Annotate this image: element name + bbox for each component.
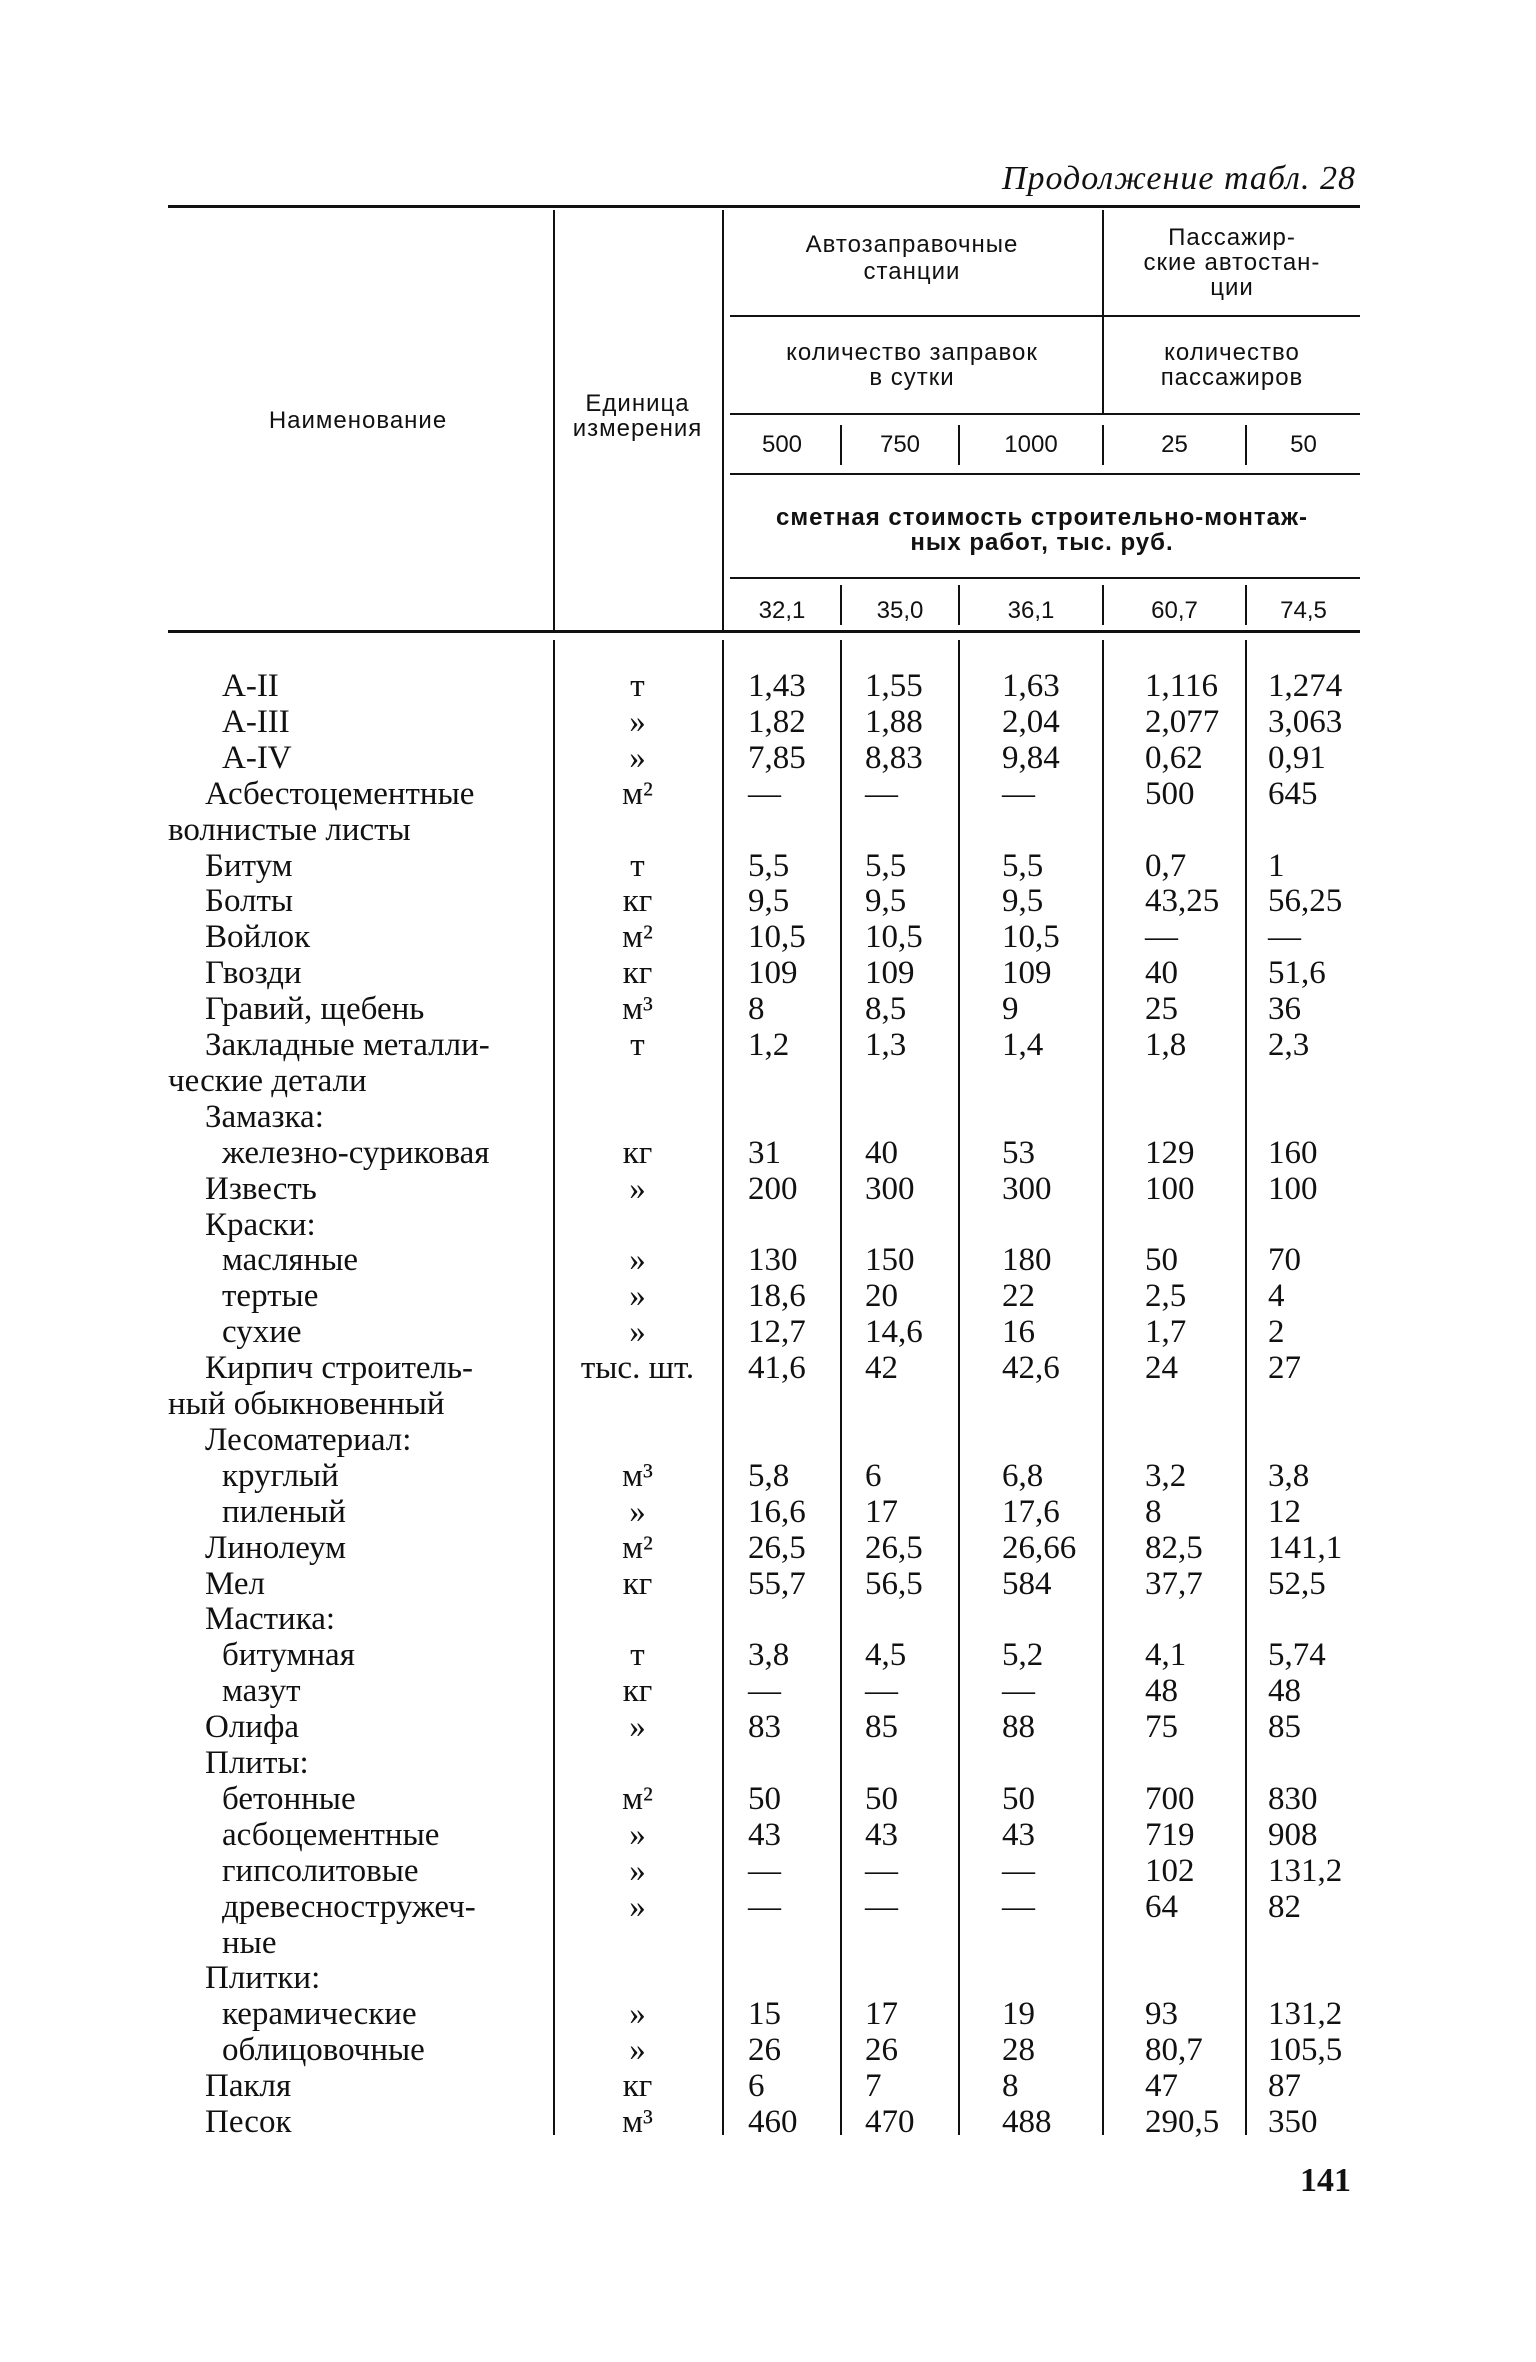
row-unit: » xyxy=(629,1314,646,1351)
table-row xyxy=(0,1242,1536,1278)
row-value-5: 70 xyxy=(1268,1242,1301,1279)
row-value-4: 290,5 xyxy=(1145,2104,1220,2140)
row-value-2: 1,55 xyxy=(865,668,923,704)
row-value-5: 0,91 xyxy=(1268,739,1326,776)
row-value-3: — xyxy=(1002,1852,1035,1889)
row-value-5: 52,5 xyxy=(1268,1565,1326,1602)
table-row xyxy=(0,1960,1536,1996)
row-value-5: 645 xyxy=(1268,775,1318,812)
row-value-4: 0,7 xyxy=(1145,847,1187,884)
row-name: Плитки: xyxy=(205,1960,321,1997)
table-row xyxy=(0,1278,1536,1314)
row-value-2: 56,5 xyxy=(865,1565,923,1602)
row-name: ческие детали xyxy=(168,1062,367,1099)
table-row xyxy=(0,812,1536,848)
row-value-3: 50 xyxy=(1002,1780,1035,1817)
table-caption: Продолжение табл. 28 xyxy=(1001,160,1356,197)
row-name: Олифа xyxy=(205,1709,299,1746)
row-unit: » xyxy=(629,1852,646,1889)
row-value-1: 16,6 xyxy=(748,1493,806,1530)
row-value-3: 19 xyxy=(1002,1996,1035,2033)
header-unit-1: Единица xyxy=(585,390,690,417)
row-name: Болты xyxy=(205,883,294,920)
row-value-1: — xyxy=(748,1673,781,1710)
table-row xyxy=(0,1889,1536,1925)
header-group1-1: Автозаправочные xyxy=(805,231,1019,258)
row-value-2: — xyxy=(865,1673,898,1710)
row-unit: м³ xyxy=(622,2104,653,2140)
row-value-5: 105,5 xyxy=(1268,2032,1343,2069)
table-row xyxy=(0,1063,1536,1099)
row-value-2: — xyxy=(865,1888,898,1925)
row-value-2: 1,3 xyxy=(865,1027,907,1063)
row-name: пиленый xyxy=(222,1493,346,1530)
row-value-1: 18,6 xyxy=(748,1278,806,1315)
row-value-1: 26,5 xyxy=(748,1529,806,1566)
row-name: сухие xyxy=(222,1314,302,1351)
row-value-2: 26 xyxy=(865,2032,898,2069)
row-value-1: 50 xyxy=(748,1780,781,1817)
row-name: Краски: xyxy=(205,1206,316,1243)
row-unit: » xyxy=(629,1278,646,1315)
row-value-3: 300 xyxy=(1002,1170,1052,1207)
table-row xyxy=(0,1350,1536,1386)
table-row xyxy=(0,991,1536,1027)
row-value-1: 200 xyxy=(748,1170,798,1207)
row-value-1: — xyxy=(748,775,781,812)
row-value-2: 8,5 xyxy=(865,991,907,1028)
row-value-3: 9,84 xyxy=(1002,739,1060,776)
row-name: керамические xyxy=(222,1996,417,2033)
row-value-5: 131,2 xyxy=(1268,1852,1343,1889)
row-value-3: 584 xyxy=(1002,1565,1052,1602)
row-name: асбоцементные xyxy=(222,1816,440,1853)
row-value-1: 9,5 xyxy=(748,883,790,920)
header-sub2-1: количество xyxy=(1164,339,1300,366)
row-value-5: 82 xyxy=(1268,1888,1301,1925)
row-unit: » xyxy=(629,2032,646,2069)
row-value-3: 42,6 xyxy=(1002,1350,1060,1387)
row-value-2: 6 xyxy=(865,1457,882,1494)
row-value-4: 80,7 xyxy=(1145,2032,1203,2069)
table-row xyxy=(0,1207,1536,1243)
row-name: Гравий, щебень xyxy=(205,991,425,1028)
row-unit: » xyxy=(629,739,646,776)
table-row xyxy=(0,668,1536,704)
row-name: бетонные xyxy=(222,1780,356,1817)
row-name: Мел xyxy=(205,1565,266,1602)
row-value-3: — xyxy=(1002,775,1035,812)
table-row xyxy=(0,776,1536,812)
row-value-3: 28 xyxy=(1002,2032,1035,2069)
row-value-3: 53 xyxy=(1002,1134,1035,1171)
row-name: древесностружеч- xyxy=(222,1888,476,1925)
row-name: Линолеум xyxy=(205,1529,347,1566)
row-name: Битум xyxy=(205,847,293,884)
row-name: Известь xyxy=(205,1170,317,1207)
cost-2: 35,0 xyxy=(876,597,924,624)
table-row xyxy=(0,740,1536,776)
row-unit: кг xyxy=(622,955,653,992)
table-row xyxy=(0,1781,1536,1817)
row-value-4: 1,7 xyxy=(1145,1314,1187,1351)
capacity-25: 25 xyxy=(1161,431,1188,458)
row-name: гипсолитовые xyxy=(222,1852,419,1889)
row-value-1: 6 xyxy=(748,2068,765,2105)
row-name: Замазка: xyxy=(205,1098,324,1135)
table-row xyxy=(0,1386,1536,1422)
row-value-5: 2,3 xyxy=(1268,1027,1310,1063)
row-value-1: 1,2 xyxy=(748,1027,790,1063)
table-row xyxy=(0,955,1536,991)
row-value-1: 460 xyxy=(748,2104,798,2140)
row-value-1: — xyxy=(748,1888,781,1925)
row-unit: м³ xyxy=(622,991,653,1028)
row-unit: кг xyxy=(622,1565,653,1602)
capacity-750: 750 xyxy=(879,431,921,458)
row-value-1: 5,8 xyxy=(748,1457,790,1494)
row-value-4: 24 xyxy=(1145,1350,1178,1387)
header-group1-2: станции xyxy=(863,258,961,285)
row-value-2: 1,88 xyxy=(865,703,923,740)
page-number: 141 xyxy=(1300,2162,1351,2199)
row-value-5: 160 xyxy=(1268,1134,1318,1171)
row-value-4: 1,8 xyxy=(1145,1027,1187,1063)
row-value-4: 50 xyxy=(1145,1242,1178,1279)
row-name: А-III xyxy=(222,703,290,740)
row-value-5: 908 xyxy=(1268,1816,1318,1853)
capacity-50: 50 xyxy=(1290,431,1317,458)
row-value-2: 85 xyxy=(865,1709,898,1746)
table-row xyxy=(0,1135,1536,1171)
row-value-1: 12,7 xyxy=(748,1314,806,1351)
header-sub2-2: пассажиров xyxy=(1160,364,1304,391)
row-value-3: 10,5 xyxy=(1002,919,1060,956)
row-value-4: 82,5 xyxy=(1145,1529,1203,1566)
row-name: Кирпич строитель- xyxy=(205,1350,474,1387)
row-value-4: — xyxy=(1145,919,1178,956)
row-value-2: 109 xyxy=(865,955,915,992)
row-value-4: 2,077 xyxy=(1145,703,1220,740)
row-name: Войлок xyxy=(205,919,311,956)
table-row xyxy=(0,1027,1536,1063)
row-value-3: 26,66 xyxy=(1002,1529,1077,1566)
row-value-3: 43 xyxy=(1002,1816,1035,1853)
row-value-3: 22 xyxy=(1002,1278,1035,1315)
row-value-4: 37,7 xyxy=(1145,1565,1203,1602)
row-name: облицовочные xyxy=(222,2032,425,2069)
row-value-3: 5,2 xyxy=(1002,1637,1044,1674)
table-row xyxy=(0,1817,1536,1853)
row-value-5: 3,063 xyxy=(1268,703,1343,740)
row-value-2: 42 xyxy=(865,1350,898,1387)
table-row xyxy=(0,2032,1536,2068)
row-value-3: 488 xyxy=(1002,2104,1052,2140)
row-value-5: — xyxy=(1268,919,1301,956)
row-unit: м² xyxy=(622,775,653,812)
row-value-2: 17 xyxy=(865,1493,898,1530)
row-value-2: 300 xyxy=(865,1170,915,1207)
row-name: ный обыкновенный xyxy=(168,1386,445,1422)
row-unit: тыс. шт. xyxy=(580,1350,695,1387)
row-value-2: — xyxy=(865,1852,898,1889)
row-value-4: 64 xyxy=(1145,1888,1178,1925)
row-value-4: 40 xyxy=(1145,955,1178,992)
row-name: А-II xyxy=(222,668,279,704)
row-value-2: 8,83 xyxy=(865,739,923,776)
row-name: битумная xyxy=(222,1637,355,1674)
row-value-5: 1 xyxy=(1268,847,1285,884)
row-value-3: 16 xyxy=(1002,1314,1035,1351)
row-value-2: 9,5 xyxy=(865,883,907,920)
row-value-5: 141,1 xyxy=(1268,1529,1343,1566)
table-row xyxy=(0,1673,1536,1709)
row-value-4: 100 xyxy=(1145,1170,1195,1207)
row-value-2: 10,5 xyxy=(865,919,923,956)
row-value-5: 1,274 xyxy=(1268,668,1343,704)
row-value-1: 43 xyxy=(748,1816,781,1853)
row-value-5: 51,6 xyxy=(1268,955,1326,992)
row-value-2: 5,5 xyxy=(865,847,907,884)
row-value-2: 17 xyxy=(865,1996,898,2033)
row-value-3: 9 xyxy=(1002,991,1019,1028)
row-value-3: 88 xyxy=(1002,1709,1035,1746)
row-name: тертые xyxy=(222,1278,319,1315)
capacity-1000: 1000 xyxy=(1004,431,1058,458)
row-value-1: 1,43 xyxy=(748,668,806,704)
row-unit: т xyxy=(630,1027,645,1063)
header-unit-2: измерения xyxy=(572,415,703,442)
table-row xyxy=(0,1314,1536,1350)
table-row xyxy=(0,1709,1536,1745)
row-value-4: 93 xyxy=(1145,1996,1178,2033)
row-value-4: 8 xyxy=(1145,1493,1162,1530)
row-unit: » xyxy=(629,703,646,740)
row-value-5: 2 xyxy=(1268,1314,1285,1351)
cost-4: 60,7 xyxy=(1151,597,1198,624)
table-row xyxy=(0,1458,1536,1494)
row-value-3: 8 xyxy=(1002,2068,1019,2105)
row-unit: кг xyxy=(622,2068,653,2105)
row-unit: т xyxy=(630,847,645,884)
row-name: волнистые листы xyxy=(168,811,411,848)
row-value-5: 830 xyxy=(1268,1780,1318,1817)
row-value-5: 56,25 xyxy=(1268,883,1343,920)
row-name: Песок xyxy=(205,2104,292,2140)
row-value-3: — xyxy=(1002,1888,1035,1925)
row-value-5: 100 xyxy=(1268,1170,1318,1207)
table-row xyxy=(0,704,1536,740)
row-value-5: 87 xyxy=(1268,2068,1301,2105)
row-value-2: 20 xyxy=(865,1278,898,1315)
row-unit: » xyxy=(629,1888,646,1925)
row-unit: т xyxy=(630,668,645,704)
row-unit: » xyxy=(629,1170,646,1207)
table-row xyxy=(0,1925,1536,1961)
row-unit: кг xyxy=(622,1134,653,1171)
row-value-4: 700 xyxy=(1145,1780,1195,1817)
row-value-1: 3,8 xyxy=(748,1637,790,1674)
row-value-1: 109 xyxy=(748,955,798,992)
header-cost-1: сметная стоимость строительно-монтаж- xyxy=(775,504,1309,531)
row-unit: кг xyxy=(622,1673,653,1710)
table-row xyxy=(0,2068,1536,2104)
table-row xyxy=(0,1171,1536,1207)
row-name: Плиты: xyxy=(205,1745,309,1781)
row-value-1: 83 xyxy=(748,1709,781,1746)
row-unit: » xyxy=(629,1709,646,1746)
table-row xyxy=(0,1853,1536,1889)
row-value-5: 36 xyxy=(1268,991,1301,1028)
row-value-5: 48 xyxy=(1268,1673,1301,1710)
row-unit: т xyxy=(630,1637,645,1674)
row-value-4: 1,116 xyxy=(1145,668,1219,704)
table-row xyxy=(0,1422,1536,1458)
row-value-5: 5,74 xyxy=(1268,1637,1326,1674)
row-name: А-IV xyxy=(222,739,292,776)
row-value-1: 7,85 xyxy=(748,739,806,776)
row-value-1: 130 xyxy=(748,1242,798,1279)
row-name: Лесоматериал: xyxy=(205,1421,412,1458)
table-row xyxy=(0,1566,1536,1602)
row-value-5: 4 xyxy=(1268,1278,1285,1315)
row-name: Мастика: xyxy=(205,1601,336,1638)
header-sub1-1: количество заправок xyxy=(786,339,1038,366)
row-name: Гвозди xyxy=(205,955,302,992)
capacity-500: 500 xyxy=(761,431,803,458)
row-unit: » xyxy=(629,1816,646,1853)
row-value-5: 85 xyxy=(1268,1709,1301,1746)
table-row xyxy=(0,1099,1536,1135)
row-name: Пакля xyxy=(205,2068,292,2105)
table-row xyxy=(0,2104,1536,2140)
row-value-3: 9,5 xyxy=(1002,883,1044,920)
row-value-5: 131,2 xyxy=(1268,1996,1343,2033)
row-value-4: 75 xyxy=(1145,1709,1178,1746)
row-value-1: 26 xyxy=(748,2032,781,2069)
row-name: круглый xyxy=(222,1457,339,1494)
table-row xyxy=(0,1530,1536,1566)
row-value-3: 1,63 xyxy=(1002,668,1060,704)
row-value-1: 55,7 xyxy=(748,1565,806,1602)
row-value-2: 14,6 xyxy=(865,1314,923,1351)
row-value-2: 4,5 xyxy=(865,1637,907,1674)
row-value-4: 2,5 xyxy=(1145,1278,1187,1315)
row-value-1: 8 xyxy=(748,991,765,1028)
row-unit: м² xyxy=(622,1529,653,1566)
table-row xyxy=(0,1637,1536,1673)
row-value-2: 26,5 xyxy=(865,1529,923,1566)
row-value-2: — xyxy=(865,775,898,812)
row-value-5: 12 xyxy=(1268,1493,1301,1530)
row-value-1: 5,5 xyxy=(748,847,790,884)
row-value-4: 719 xyxy=(1145,1816,1195,1853)
row-value-2: 150 xyxy=(865,1242,915,1279)
row-name: ные xyxy=(222,1924,277,1961)
row-value-1: — xyxy=(748,1852,781,1889)
row-value-1: 10,5 xyxy=(748,919,806,956)
row-unit: м³ xyxy=(622,1457,653,1494)
row-value-2: 40 xyxy=(865,1134,898,1171)
row-value-3: 1,4 xyxy=(1002,1027,1044,1063)
cost-1: 32,1 xyxy=(758,597,806,624)
row-value-1: 15 xyxy=(748,1996,781,2033)
row-value-2: 43 xyxy=(865,1816,898,1853)
row-name: масляные xyxy=(222,1242,359,1279)
row-unit: м² xyxy=(622,919,653,956)
table-row xyxy=(0,848,1536,884)
row-value-2: 470 xyxy=(865,2104,915,2140)
row-value-1: 31 xyxy=(748,1134,781,1171)
row-value-3: 2,04 xyxy=(1002,703,1060,740)
row-value-4: 3,2 xyxy=(1145,1457,1187,1494)
header-name: Наименование xyxy=(268,407,448,434)
row-value-3: 6,8 xyxy=(1002,1457,1044,1494)
row-value-3: 109 xyxy=(1002,955,1052,992)
row-unit: кг xyxy=(622,883,653,920)
row-unit: » xyxy=(629,1493,646,1530)
row-value-1: 41,6 xyxy=(748,1350,806,1387)
row-value-4: 43,25 xyxy=(1145,883,1220,920)
header-group2-1: Пассажир- xyxy=(1168,224,1296,251)
table-row xyxy=(0,1494,1536,1530)
row-unit: м² xyxy=(622,1780,653,1817)
row-value-5: 350 xyxy=(1268,2104,1318,2140)
row-name: мазут xyxy=(222,1673,301,1710)
table-row xyxy=(0,883,1536,919)
row-value-4: 4,1 xyxy=(1145,1637,1187,1674)
cost-3: 36,1 xyxy=(1007,597,1055,624)
cost-5: 74,5 xyxy=(1280,597,1327,624)
row-value-5: 27 xyxy=(1268,1350,1301,1387)
row-name: железно-суриковая xyxy=(222,1134,490,1171)
row-value-4: 102 xyxy=(1145,1852,1195,1889)
row-value-1: 1,82 xyxy=(748,703,806,740)
header-sub1-2: в сутки xyxy=(869,364,955,391)
row-value-3: 17,6 xyxy=(1002,1493,1060,1530)
row-unit: » xyxy=(629,1242,646,1279)
row-value-4: 48 xyxy=(1145,1673,1178,1710)
row-name: Асбестоцементные xyxy=(205,775,475,812)
row-value-4: 25 xyxy=(1145,991,1178,1028)
row-name: Закладные металли- xyxy=(205,1027,490,1063)
header-group2-2: ские автостан- xyxy=(1143,249,1321,276)
table-row xyxy=(0,1601,1536,1637)
row-value-2: 7 xyxy=(865,2068,882,2105)
header-cost-2: ных работ, тыс. руб. xyxy=(910,529,1174,556)
row-unit: » xyxy=(629,1996,646,2033)
row-value-4: 0,62 xyxy=(1145,739,1203,776)
row-value-3: 5,5 xyxy=(1002,847,1044,884)
table-row xyxy=(0,919,1536,955)
row-value-5: 3,8 xyxy=(1268,1457,1310,1494)
row-value-3: 180 xyxy=(1002,1242,1052,1279)
row-value-4: 500 xyxy=(1145,775,1195,812)
table-row xyxy=(0,1745,1536,1781)
row-value-4: 129 xyxy=(1145,1134,1195,1171)
row-value-4: 47 xyxy=(1145,2068,1178,2105)
header-group2-3: ции xyxy=(1210,274,1254,301)
row-value-2: 50 xyxy=(865,1780,898,1817)
row-value-3: — xyxy=(1002,1673,1035,1710)
table-row xyxy=(0,1996,1536,2032)
